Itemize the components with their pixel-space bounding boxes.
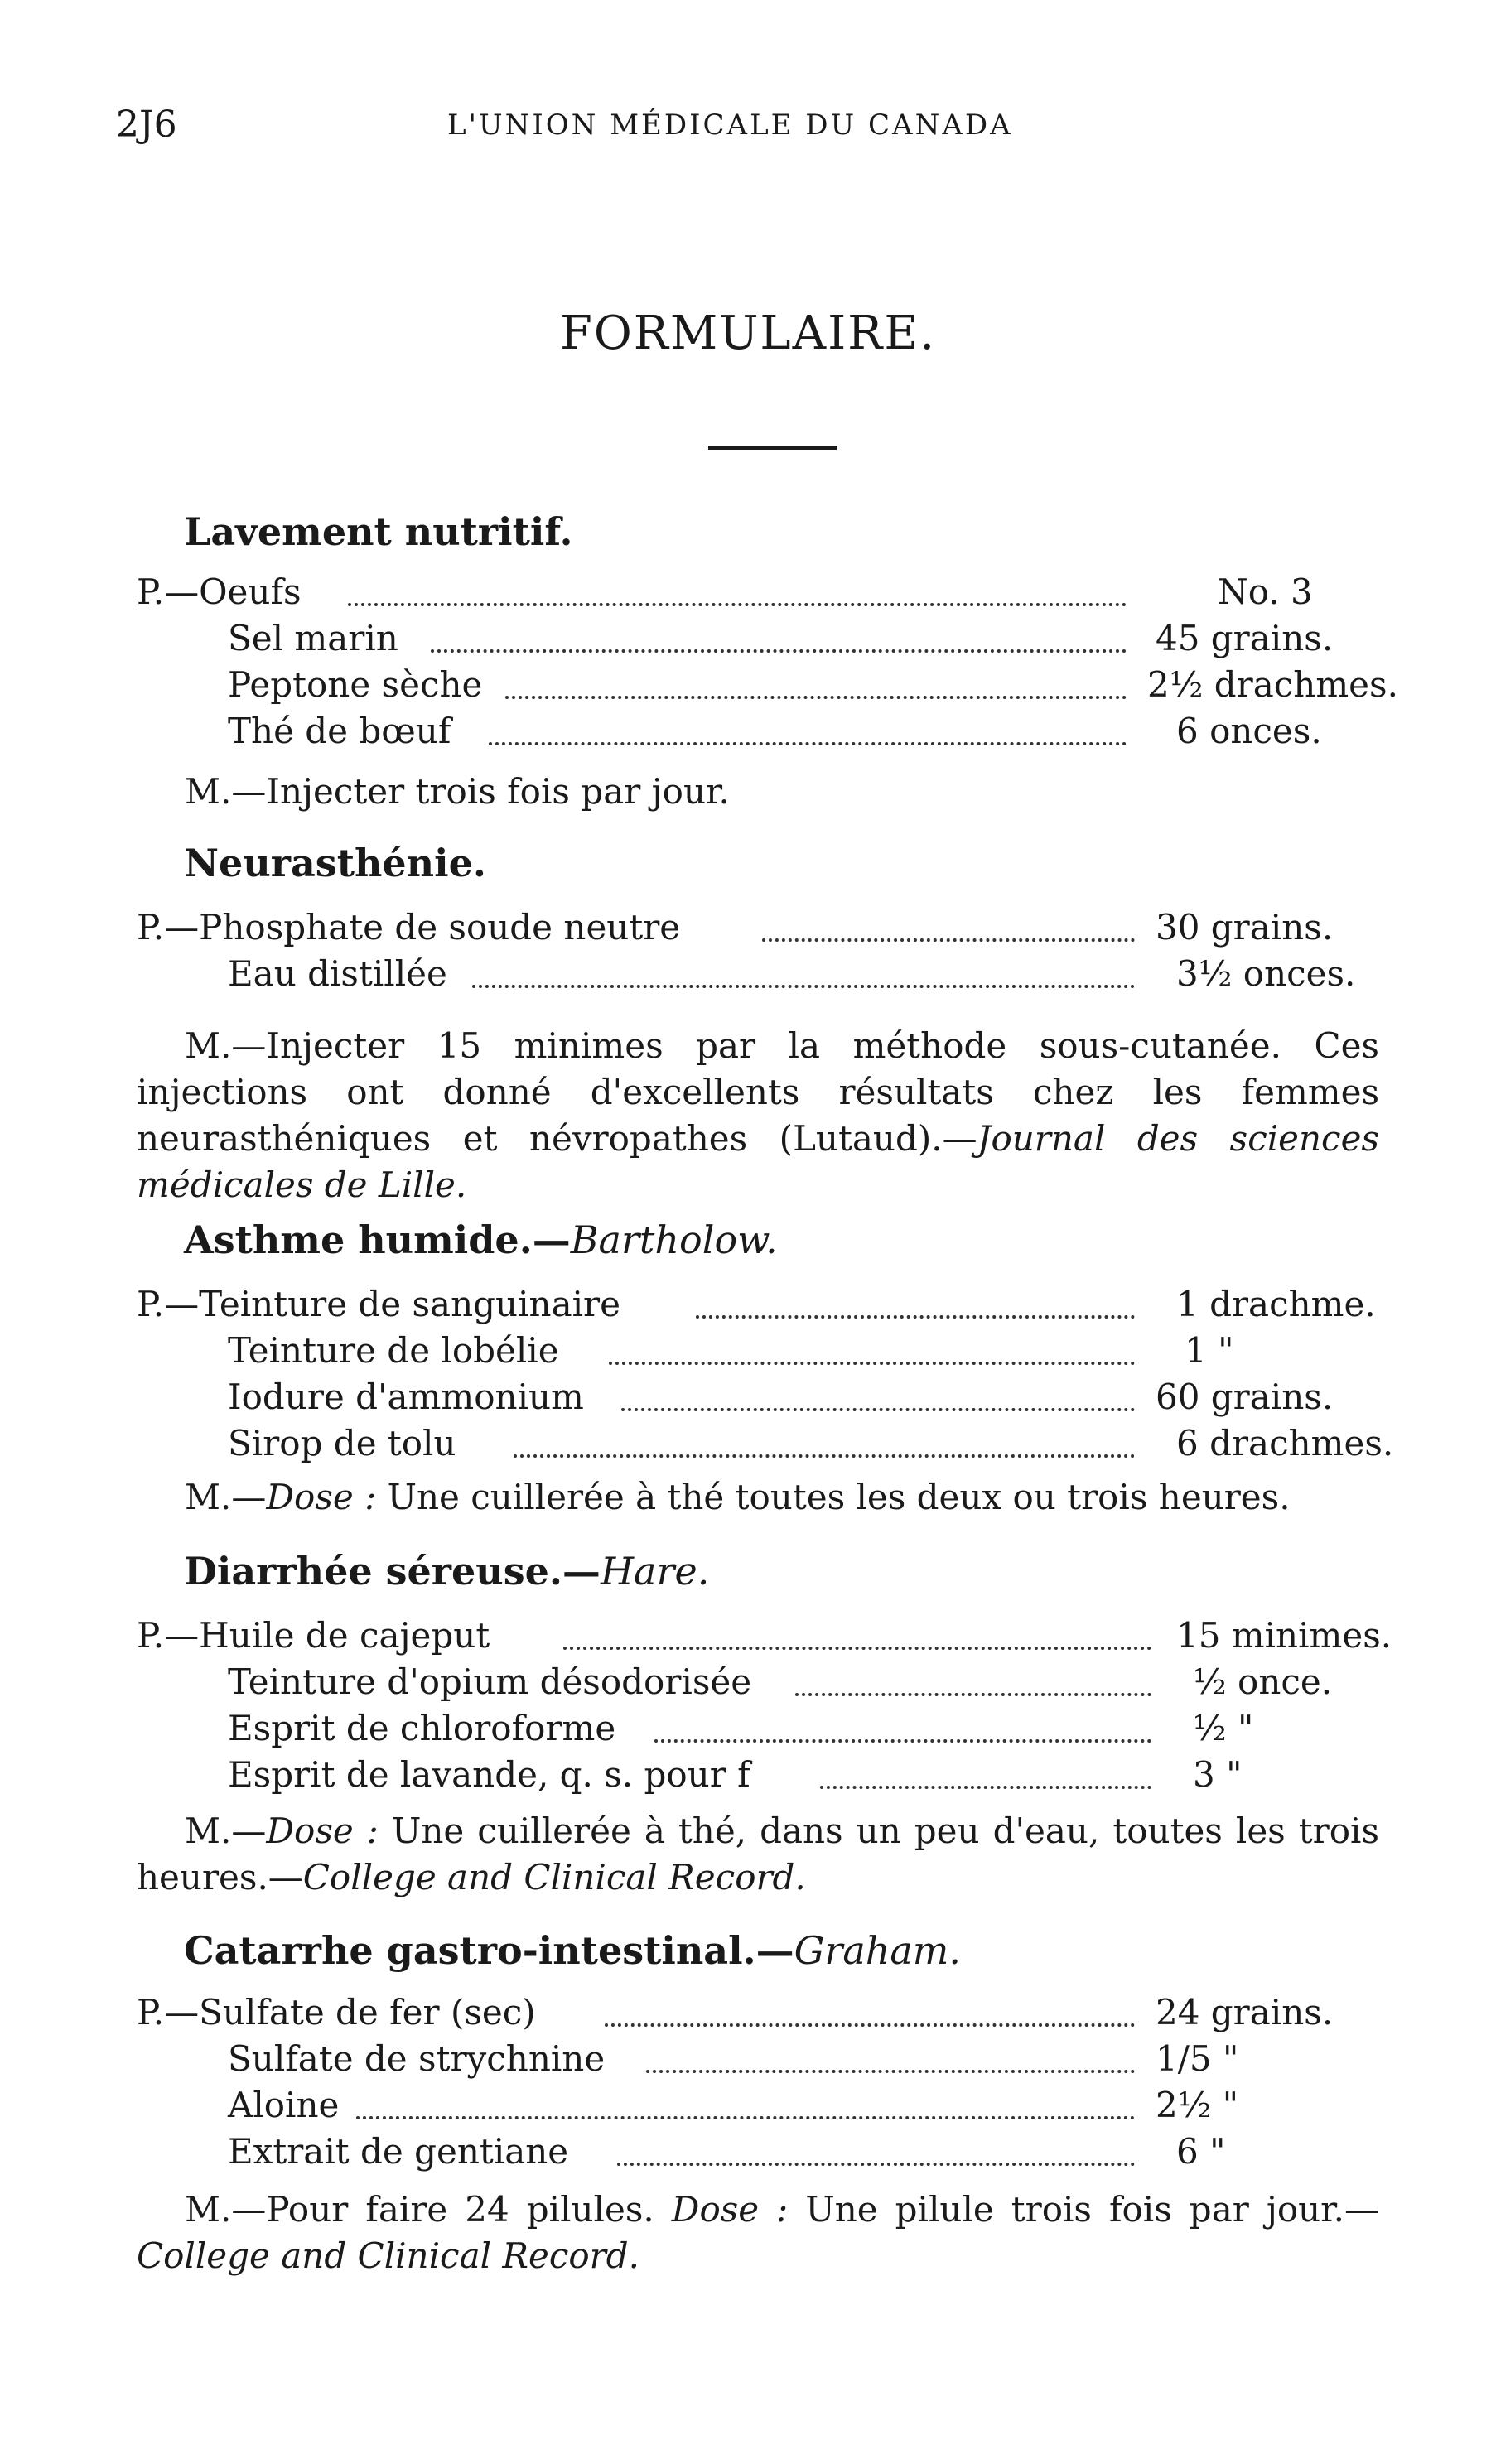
note-dose-label: Dose : [671,2189,789,2230]
prescription-prefix: P.— [137,907,200,948]
page-header [116,104,1392,153]
ingredient-quantity: No. 3 [1218,571,1313,612]
section-source: Bartholow. [570,1218,778,1262]
section-heading-neurasthenie [184,841,486,885]
section-heading-catarrhe [184,1928,961,1973]
ingredient-quantity: 1 drachme. [1176,1284,1376,1324]
ingredient-line [228,1754,750,1795]
dot-leader [563,1647,1151,1650]
ingredient-line [228,1708,615,1748]
ingredient-name: Esprit de chloroforme [228,1708,616,1748]
dot-leader [654,1739,1151,1743]
ingredient-line [228,953,447,994]
ingredient-name: Teinture de sanguinaire [199,1284,620,1324]
dot-leader [820,1786,1151,1789]
ingredient-quantity: ½ once. [1193,1661,1333,1702]
prescription-prefix: P.— [137,571,200,612]
ingredient-quantity: 60 grains. [1156,1377,1334,1417]
note-text: M.—Injecter 15 minimes par la méthode sous-cutanée. Ces injections ont donné d'excellents résultats chez les femmes neurasthéniques et névropathes (Lutaud).— [137,1025,1379,1159]
page-number: 2J6 [116,104,177,146]
note-dose-label: Dose : [266,1477,377,1517]
note-text: Une cuillerée à thé toutes les deux ou trois heures. [376,1477,1291,1517]
ingredient-line [228,618,398,658]
ingredient-line [137,1615,490,1656]
ingredient-quantity: 45 grains. [1156,618,1334,658]
ingredient-name: Aloine [228,2085,340,2125]
note-citation: College and Clinical Record. [137,2235,639,2276]
section-heading-diarrhee [184,1549,709,1594]
ingredient-name: Esprit de lavande, q. s. pour f [228,1754,750,1795]
prescription-note [137,1808,1379,1901]
ingredient-line [228,2085,339,2125]
ingredient-line [137,1284,620,1324]
ingredient-quantity: 24 grains. [1156,1992,1334,2032]
ingredient-quantity: 6 drachmes. [1176,1423,1394,1463]
section-heading-text: Neurasthénie. [184,841,486,885]
prescription-note [137,1023,1379,1208]
ingredient-line [137,571,302,612]
prescription-prefix: P.— [137,1284,200,1324]
prescription-prefix: P.— [137,1992,200,2032]
ingredient-name: Eau distillée [228,953,447,994]
ingredient-name: Sirop de tolu [228,1423,456,1463]
dot-leader [514,1454,1135,1458]
ingredient-name: Huile de cajeput [199,1615,490,1656]
ingredient-name: Extrait de gentiane [228,2131,569,2172]
dot-leader [621,1408,1135,1411]
section-source: Graham. [794,1928,962,1973]
note-text: Une cuillerée à thé, dans un peu d'eau, toutes les trois heures.— [137,1811,1379,1897]
dot-leader [646,2070,1135,2073]
ingredient-quantity: 30 grains. [1156,907,1334,948]
note-prefix: M.— [185,1811,267,1851]
note-dose-label: Dose : [266,1811,379,1851]
ingredient-quantity: 3½ onces. [1176,953,1356,994]
note-text: M.—Injecter trois fois par jour. [185,771,730,812]
note-text-continued: Une pilule trois fois par jour.— [788,2189,1379,2230]
ingredient-name: Sulfate de strychnine [228,2038,606,2079]
ingredient-quantity: 1/5 " [1156,2038,1239,2079]
section-heading-text: Asthme humide.— [184,1218,571,1262]
prescription-note [137,1474,1379,1521]
section-heading-lavement [184,509,573,554]
note-citation: College and Clinical Record. [302,1857,806,1897]
ingredient-line [228,711,451,751]
dot-leader [617,2163,1135,2166]
ingredient-quantity: 1 " [1185,1330,1234,1371]
ingredient-line [228,1330,559,1371]
ingredient-line [137,907,680,948]
ingredient-name: Sel marin [228,618,398,658]
note-text: M.—Pour faire 24 pilules. [185,2189,672,2230]
ingredient-name: Teinture de lobélie [228,1330,559,1371]
prescription-note [137,769,1379,815]
page-title: FORMULAIRE. [559,306,937,360]
dot-leader [795,1693,1151,1696]
ingredient-line [228,1377,584,1417]
section-source: Hare. [600,1549,710,1594]
dot-leader [605,2023,1135,2027]
section-heading-text: Diarrhée séreuse.— [184,1549,601,1594]
ingredient-line [228,664,482,705]
ingredient-name: Peptone sèche [228,664,483,705]
dot-leader [348,603,1127,606]
ingredient-quantity: 6 onces. [1176,711,1322,751]
ingredient-name: Iodure d'ammonium [228,1377,584,1417]
ingredient-quantity: ½ " [1193,1708,1254,1748]
running-head: L'UNION MÉDICALE DU CANADA [447,108,1013,142]
dot-leader [609,1362,1135,1365]
ingredient-line [228,1661,751,1702]
dot-leader [762,938,1135,942]
ingredient-quantity: 3 " [1193,1754,1243,1795]
note-prefix: M.— [185,1477,267,1517]
prescription-prefix: P.— [137,1615,200,1656]
dot-leader [696,1315,1135,1319]
ingredient-name: Oeufs [199,571,302,612]
dot-leader [472,985,1135,988]
dot-leader [431,649,1127,653]
prescription-note [137,2187,1379,2279]
ingredient-name: Thé de bœuf [228,711,451,751]
ingredient-quantity: 2½ drachmes. [1147,664,1398,705]
ingredient-line [228,2131,568,2172]
dot-leader [356,2116,1135,2119]
ingredient-line [137,1992,536,2032]
ingredient-line [228,2038,605,2079]
section-heading-asthme [184,1218,778,1262]
ingredient-name: Sulfate de fer (sec) [199,1992,536,2032]
title-rule [708,446,837,450]
ingredient-name: Teinture d'opium désodorisée [228,1661,752,1702]
ingredient-quantity: 2½ " [1156,2085,1239,2125]
section-heading-text: Catarrhe gastro-intestinal.— [184,1928,794,1973]
dot-leader [505,696,1127,699]
ingredient-quantity: 15 minimes. [1176,1615,1392,1656]
dot-leader [489,742,1127,745]
section-heading-text: Lavement nutritif. [184,509,573,554]
ingredient-line [228,1423,456,1463]
ingredient-name: Phosphate de soude neutre [199,907,681,948]
note-citation: Journal des sciences médicales de Lille. [137,1118,1379,1205]
ingredient-quantity: 6 " [1176,2131,1226,2172]
